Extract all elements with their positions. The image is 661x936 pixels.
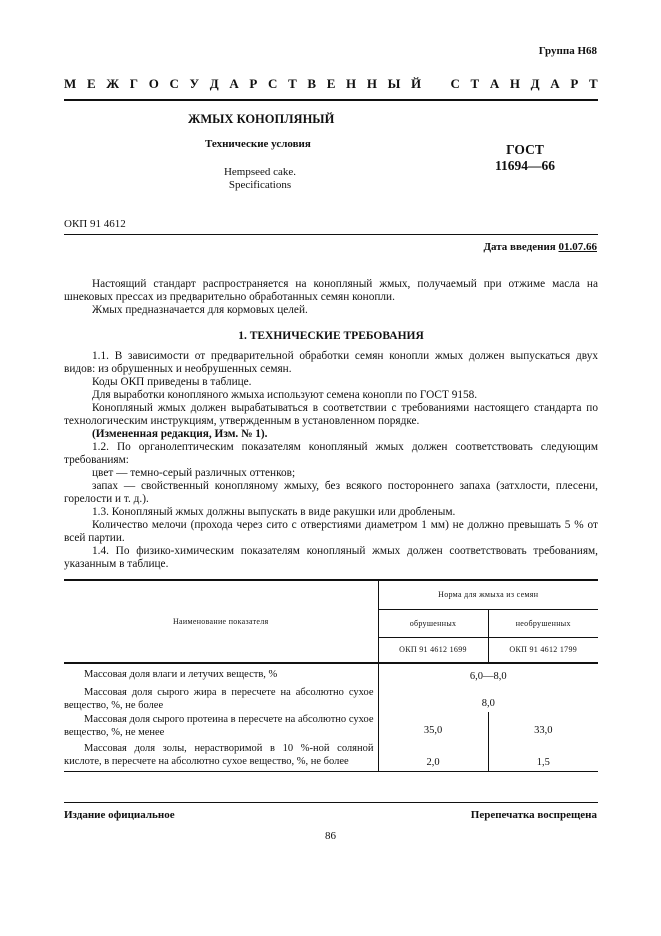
gost-number — [470, 142, 580, 174]
paragraph: Для выработки конопляного жмыха используют семена конопли по ГОСТ 9158. — [92, 389, 478, 401]
reprint-prohibited: Перепечатка воспрещена — [470, 809, 597, 821]
page-number: 86 — [325, 830, 336, 842]
norm-value-unhulled: 1,5 — [488, 739, 598, 771]
banner-letter: А — [489, 76, 500, 91]
banner-letter: У — [189, 76, 200, 91]
table-row — [64, 712, 598, 739]
banner-letter: А — [229, 76, 239, 91]
banner-letter: Е — [326, 76, 336, 91]
clause-1-1: 1.1. В зависимости от предварительной обработки семян конопли жмых должен выпускаться двух видов: из обрушенных и необрушенных семян. — [64, 350, 598, 375]
table-row — [64, 739, 598, 771]
banner-letter: Е — [86, 76, 96, 91]
intro-block — [64, 278, 598, 317]
norm-value-unhulled: 33,0 — [488, 712, 598, 739]
amendment-note: (Измененная редакция, Изм. № 1). — [92, 428, 268, 440]
banner-letter: Й — [411, 76, 422, 91]
indicator-name — [64, 712, 378, 739]
header-unhulled: необрушенных — [488, 609, 598, 637]
introduction-date — [483, 241, 597, 253]
banner-letter: Ы — [387, 76, 401, 91]
header-indicator-name: Наименование показателя — [64, 580, 378, 663]
banner-letter: С — [169, 76, 179, 91]
intro-paragraph: Настоящий стандарт распространяется на конопляный жмых, получаемый при отжиме масла на шнековых прессах из предварительно обработанных семян конопли. — [64, 278, 598, 303]
clause-1-3: 1.3. Конопляный жмых должны выпускать в виде ракушки или дробленым. — [92, 506, 456, 518]
banner-letter: Т — [588, 76, 598, 91]
clause-1-4: 1.4. По физико-химическим показателям конопляный жмых должен соответствовать требованиям, указанным в таблице. — [64, 545, 598, 570]
okp-hulled: ОКП 91 4612 1699 — [378, 637, 488, 663]
banner-letter: Р — [249, 76, 258, 91]
gost-code: 11694—66 — [494, 158, 555, 173]
banner-letter: Д — [209, 76, 219, 91]
indicator-name — [64, 685, 378, 712]
gost-label: ГОСТ — [506, 142, 544, 157]
banner-letter: Т — [288, 76, 297, 91]
english-title — [150, 166, 370, 192]
header-norm: Норма для жмыха из семян — [378, 580, 598, 609]
middle-rule — [64, 234, 598, 235]
banner-letter: С — [450, 76, 460, 91]
indicator-text: Массовая доля сырого жира в пересчете на абсолютно сухое вещество, %, не более — [64, 686, 374, 711]
group-code: Группа Н68 — [538, 45, 597, 57]
date-label: Дата введения — [483, 241, 556, 253]
banner-gap — [432, 76, 440, 92]
banner-letter: Д — [530, 76, 540, 91]
indicator-text: Массовая доля влаги и летучих веществ, % — [84, 669, 278, 680]
table-row — [64, 685, 598, 712]
date-value: 01.07.66 — [558, 241, 597, 253]
section-body — [64, 350, 598, 571]
header-hulled: обрушенных — [378, 609, 488, 637]
indicator-text: Массовая доля золы, нерастворимой в 10 %-ной соляной кислоте, в пересчете на абсолютно сухое вещество, %, не более — [64, 742, 374, 767]
requirements-table — [64, 579, 598, 772]
banner-letter: Н — [346, 76, 357, 91]
okp-code: ОКП 91 4612 — [64, 218, 126, 230]
official-edition: Издание официальное — [64, 809, 175, 821]
document-subtitle: Технические условия — [205, 138, 311, 150]
banner-letter: С — [268, 76, 278, 91]
english-title-line1: Hempseed cake. — [223, 166, 297, 178]
clause-1-2: 1.2. По органолептическим показателям конопляный жмых должен соответствовать следующим требованиям: — [64, 441, 598, 466]
english-title-line2: Specifications — [228, 179, 292, 191]
paragraph: Конопляный жмых должен вырабатываться в соответствии с требованиями настоящего стандарта по технологическим инструкциям, утвержденным в установленном порядке. — [64, 402, 598, 427]
paragraph: цвет — темно-серый различных оттенков; — [92, 467, 296, 479]
table-row — [64, 663, 598, 685]
banner-letter: Г — [129, 76, 139, 91]
standard-banner — [64, 76, 598, 92]
banner-letter: О — [148, 76, 159, 91]
banner-letter: Р — [570, 76, 579, 91]
document-title: ЖМЫХ КОНОПЛЯНЫЙ — [188, 112, 335, 126]
banner-letter: М — [64, 76, 77, 91]
section-heading: 1. ТЕХНИЧЕСКИЕ ТРЕБОВАНИЯ — [238, 330, 424, 342]
banner-letter: Ж — [106, 76, 120, 91]
banner-letter: Т — [470, 76, 480, 91]
intro-paragraph: Жмых предназначается для кормовых целей. — [92, 304, 308, 316]
top-rule — [64, 99, 598, 101]
norm-value-joint: 6,0—8,0 — [378, 663, 598, 685]
indicator-text: Массовая доля сырого протеина в пересчете на абсолютно сухое вещество, %, не менее — [64, 713, 374, 738]
banner-letter: А — [550, 76, 560, 91]
banner-letter: Н — [366, 76, 377, 91]
norm-value-hulled: 2,0 — [378, 739, 488, 771]
norm-value-hulled: 35,0 — [378, 712, 488, 739]
banner-letter: Н — [509, 76, 521, 91]
okp-unhulled: ОКП 91 4612 1799 — [488, 637, 598, 663]
indicator-name — [64, 663, 378, 685]
banner-letter: В — [307, 76, 317, 91]
paragraph: Количество мелочи (прохода через сито с отверстиями диаметром 1 мм) не должно превышать 5 % от всей партии. — [64, 519, 598, 544]
indicator-name — [64, 739, 378, 771]
paragraph: запах — свойственный конопляному жмыху, без всякого постороннего запаха (затхлости, плесени, горелости и т. д.). — [64, 480, 598, 505]
norm-value-joint: 8,0 — [378, 685, 598, 712]
paragraph: Коды ОКП приведены в таблице. — [92, 376, 252, 388]
bottom-rule — [64, 802, 598, 803]
